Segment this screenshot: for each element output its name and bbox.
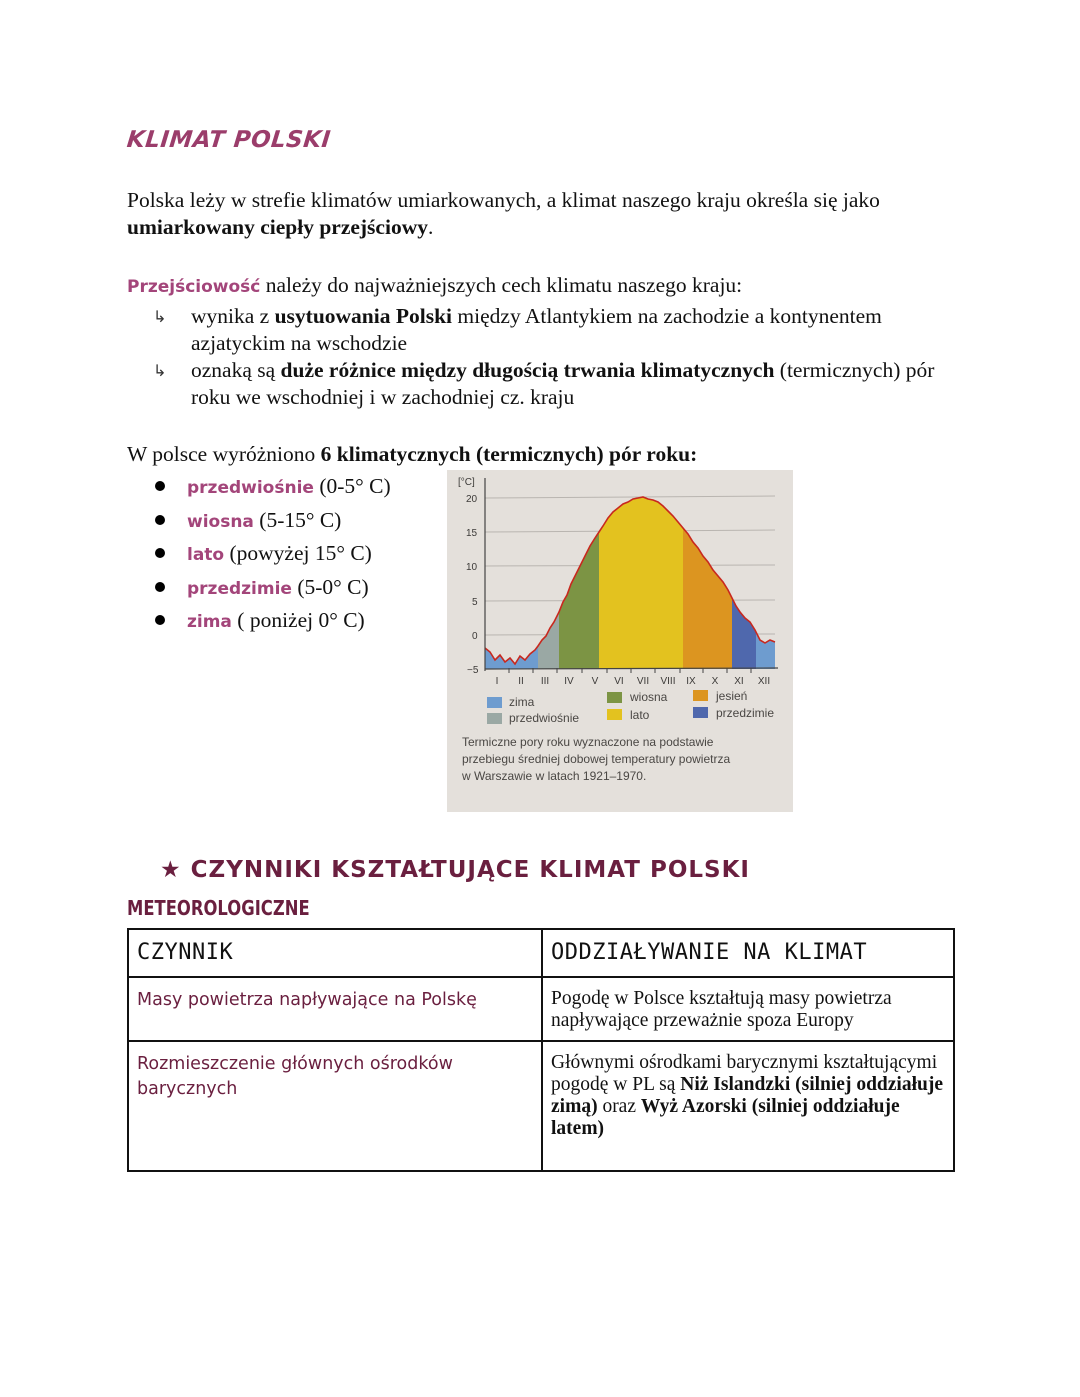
arrow-list-item [153,357,973,411]
factors-subheading: METEOROLOGICZNE [127,896,310,920]
season-name: zima [187,612,232,632]
y-tick-label: −5 [467,665,479,676]
y-labels [458,477,479,676]
transition-text: należy do najważniejszych cech klimatu naszego kraju: [260,273,743,297]
factor-effect [542,1041,954,1171]
temperature-chart [447,470,793,812]
season-range: (5-15° C) [253,507,342,532]
item-text: (termicznych) pór roku we wschodniej i w zachodniej cz. kraju [191,358,935,409]
x-tick-label: XII [757,676,771,687]
legend-label: lato [630,708,650,722]
x-tick-label: VI [614,676,624,687]
intro-paragraph [127,187,967,241]
effect-text: Głównymi ośrodkami barycznymi kształtującymi pogodę w PL są [551,1052,938,1095]
x-tick-label: IV [564,676,574,687]
legend-label: jesień [716,689,748,703]
item-text: między Atlantykiem na zachodzie a kontynentem azjatyckim na wschodzie [191,304,882,355]
y-unit-label: [°C] [458,477,475,488]
x-tick-label: X [711,676,719,687]
arrow-list [153,303,973,411]
bullet-icon [155,548,165,558]
y-tick-label: 5 [472,597,478,608]
factor-name: Rozmieszczenie głównych ośrodków barycznych [128,1041,542,1171]
effect-text: oraz [597,1096,641,1117]
factors-heading [160,857,750,883]
bullet-icon [155,582,165,592]
legend-label: przedzimie [716,706,775,720]
season-item [155,505,391,539]
season-item [155,605,391,639]
page-title: KLIMAT POLSKI [125,127,333,153]
seasons-intro [127,441,827,468]
legend-label: zima [509,695,535,709]
caption-line: Termiczne pory roku wyznaczone na podstawie [462,735,714,749]
factor-name: Masy powietrza napływające na Polskę [128,977,542,1041]
season-range: (powyżej 15° C) [224,541,372,565]
transition-accent: Przejściowość [127,277,261,297]
x-tick-label: XI [734,676,744,687]
legend-label: przedwiośnie [509,711,580,725]
y-tick-label: 15 [466,528,478,539]
transition-paragraph [127,272,967,301]
table-header-cell: CZYNNIK [128,929,542,977]
seasons-list [155,471,391,639]
x-tick-label: IX [686,676,696,687]
legend-label: wiosna [630,690,668,704]
table-row [128,1041,954,1171]
table-header-cell: ODDZIAŁYWANIE NA KLIMAT [542,929,954,977]
bullet-icon [155,515,165,525]
factors-table [127,928,955,1172]
x-tick-label: I [495,676,499,687]
item-bold: usytuowania Polski [274,304,453,328]
effect-bold: Wyż Azorski (silniej oddziałuje latem) [551,1096,900,1139]
item-text: oznaką są [191,358,281,382]
effect-text: Pogodę w Polsce kształtują masy powietrza napływające przeważnie spoza Europy [551,988,892,1031]
intro-end: . [427,215,434,239]
arrow-list-item [153,303,973,357]
x-tick-label: VIII [660,676,676,687]
item-bold: duże różnice między długością trwania klimatycznych [280,358,775,382]
x-tick-label: V [591,676,599,687]
intro-text: Polska leży w strefie klimatów umiarkowanych, a klimat naszego kraju określa się jako [127,188,880,212]
season-item [155,471,391,505]
y-tick-label: 10 [466,562,478,573]
table-row [128,977,954,1041]
x-tick-label: II [518,676,524,687]
x-tick-label: III [540,676,550,687]
arrow-icon: ↳ [153,307,167,326]
season-item [155,572,391,606]
y-tick-label: 20 [466,494,478,505]
bullet-icon [155,481,165,491]
season-name: przedwiośnie [187,478,314,498]
factors-heading-text: CZYNNIKI KSZTAŁTUJĄCE KLIMAT POLSKI [190,857,750,883]
arrow-icon: ↳ [153,361,167,380]
item-text: wynika z [191,304,275,328]
y-tick-label: 0 [472,631,478,642]
seasons-intro-text: W polsce wyróżniono [127,442,321,466]
effect-bold: Niż Islandzki (silniej oddziałuje zimą) [551,1074,944,1117]
chart-caption [461,735,730,783]
x-labels [496,676,771,687]
caption-line: w Warszawie w latach 1921–1970. [462,769,647,783]
intro-bold: umiarkowany ciepły przejściowy [127,215,428,239]
seasons-intro-bold: 6 klimatycznych (termicznych) pór roku: [320,442,698,466]
chart-svg [447,470,793,812]
season-item [155,538,391,572]
caption-line: przebiegu średniej dobowej temperatury powietrza [462,752,731,766]
factor-effect [542,977,954,1041]
season-range: (5-0° C) [291,574,369,599]
x-tick-label: VII [636,676,650,687]
season-range: ( poniżej 0° C) [231,608,365,632]
season-bands [485,490,775,670]
season-name: lato [187,545,225,565]
season-name: wiosna [187,511,254,532]
table-header-row [128,929,954,977]
season-range: (0-5° C) [313,474,391,498]
bullet-icon [155,615,165,625]
star-icon: ★ [160,857,182,883]
season-name: przedzimie [187,578,292,599]
chart-legend [487,689,774,725]
